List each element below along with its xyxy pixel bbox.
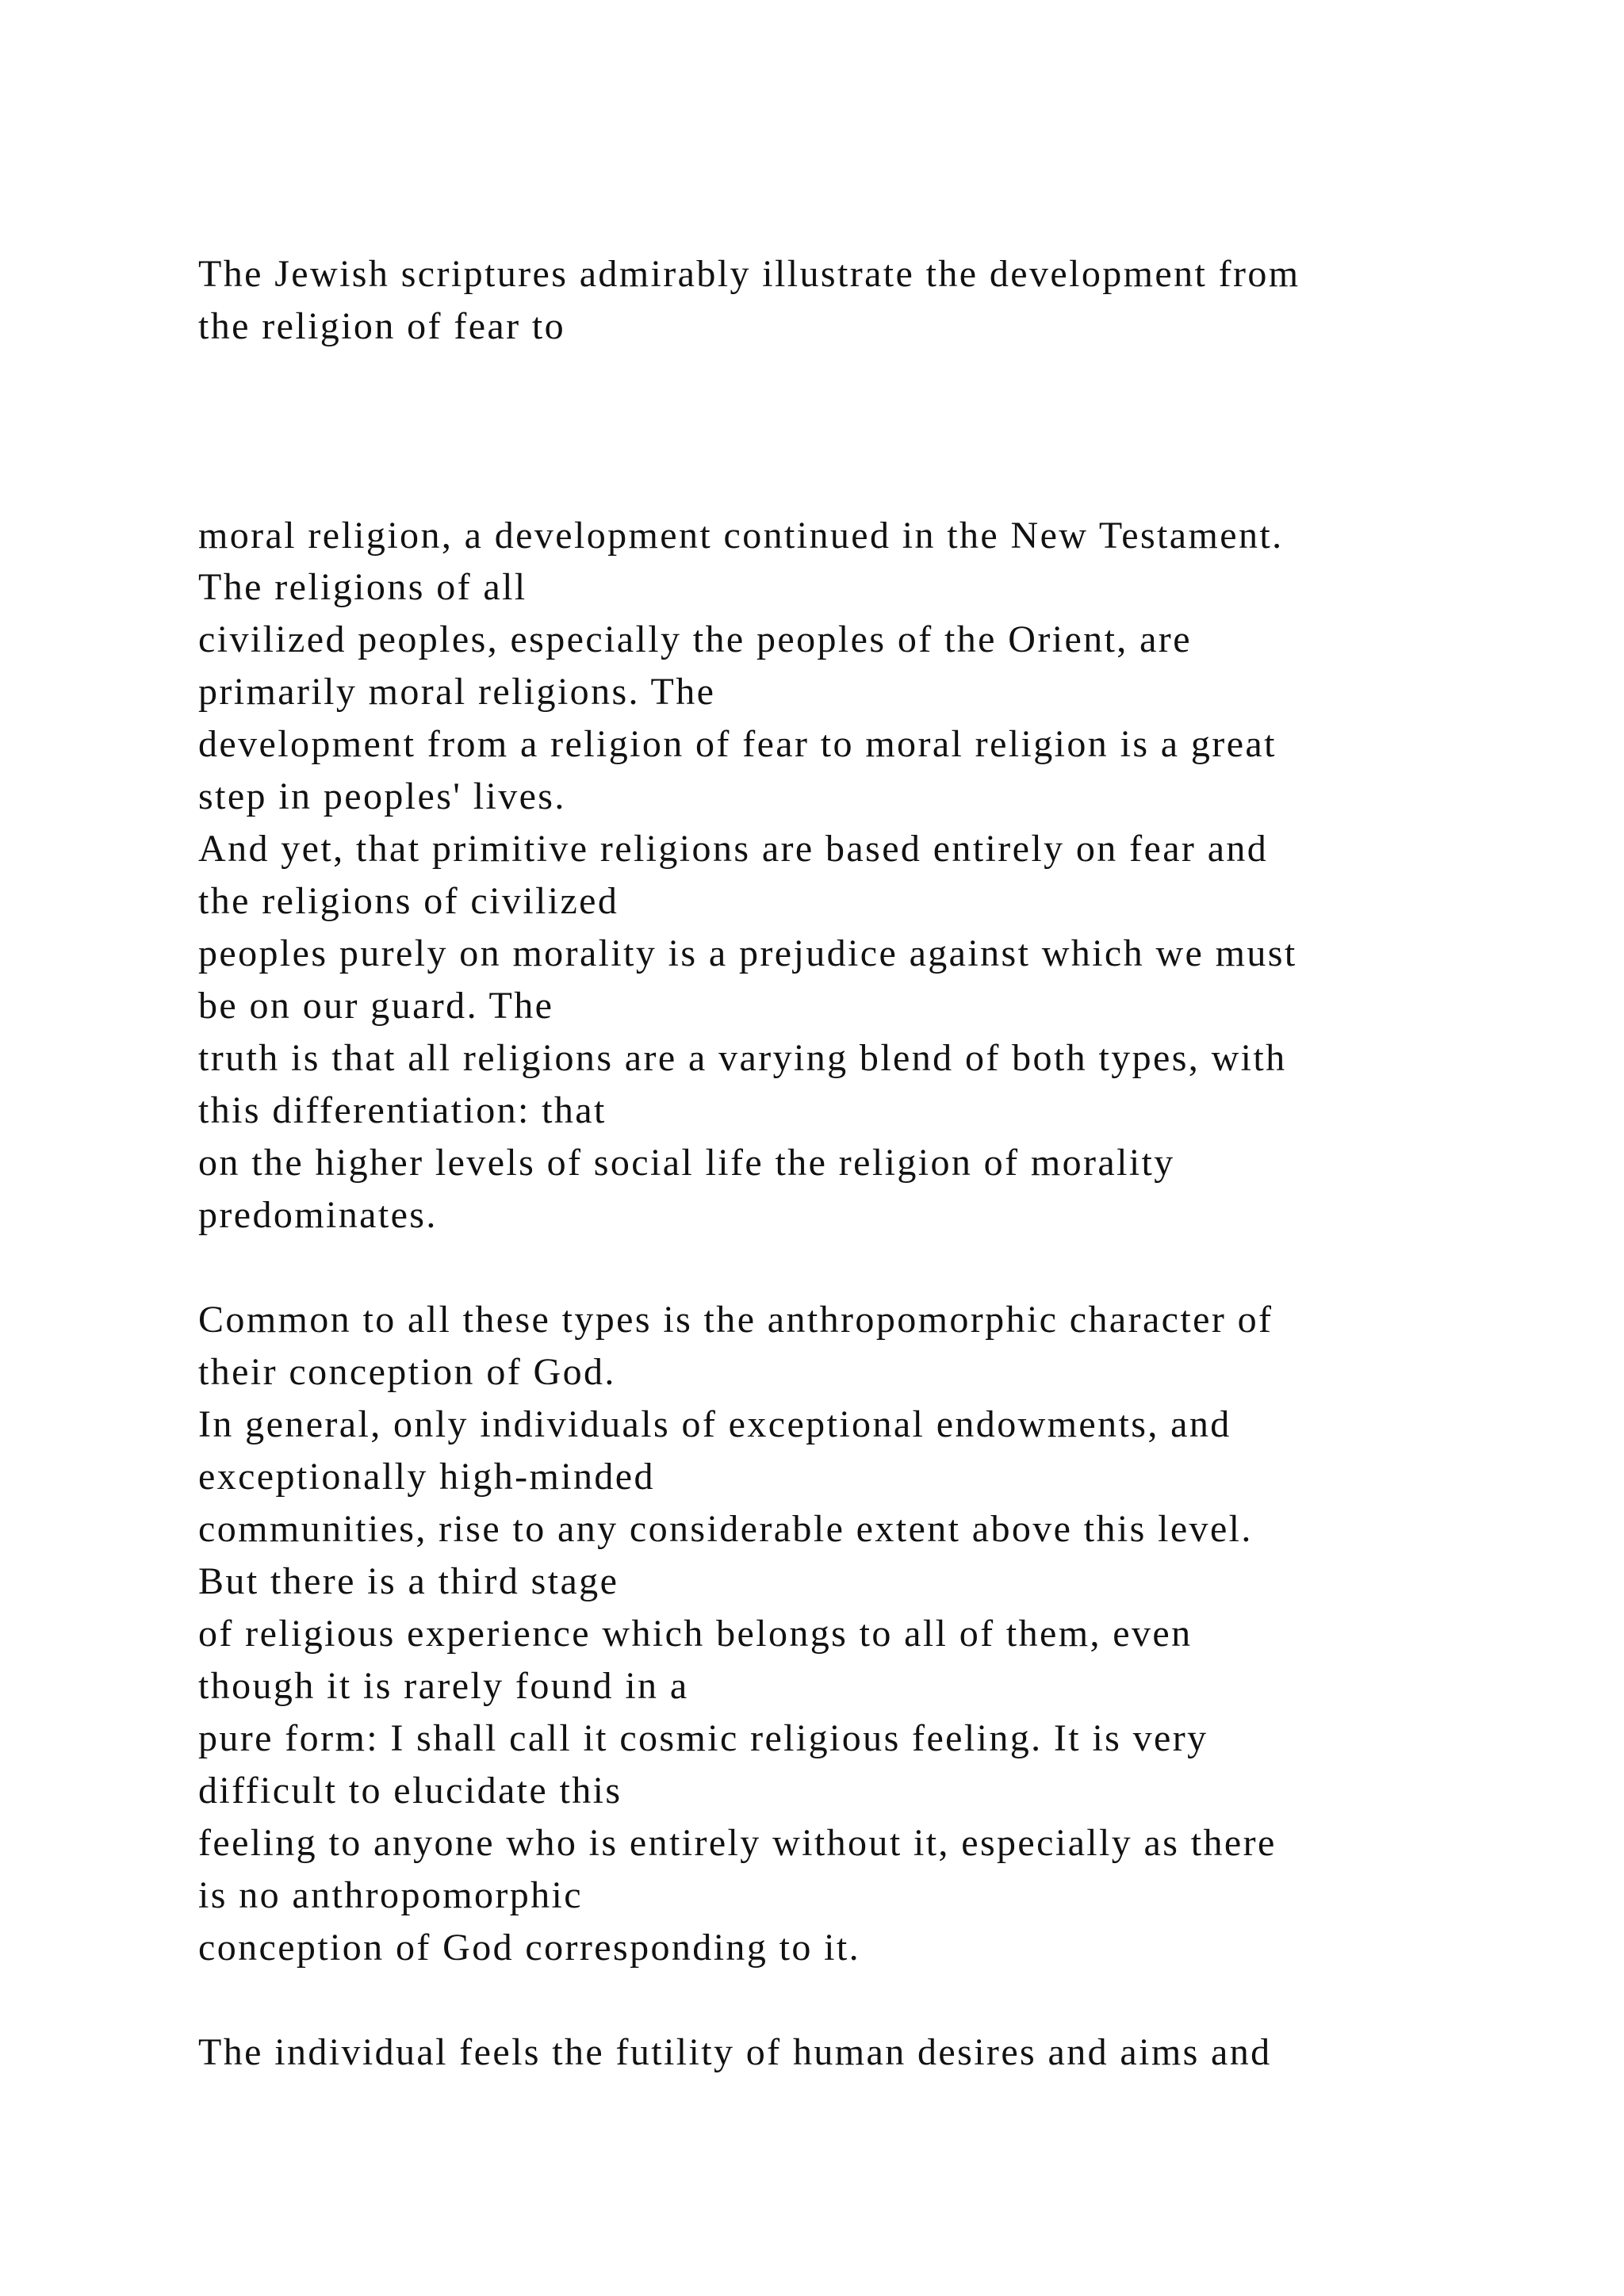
- text-line: predominates.: [198, 1194, 438, 1236]
- text-line: development from a religion of fear to moral religion is a great: [198, 723, 1277, 765]
- text-line: The religions of all: [198, 566, 527, 608]
- text-line: pure form: I shall call it cosmic religious feeling. It is very: [198, 1717, 1208, 1759]
- text-line: feeling to anyone who is entirely without it, especially as there: [198, 1822, 1277, 1864]
- text-line: on the higher levels of social life the religion of morality: [198, 1142, 1175, 1184]
- text-line: civilized peoples, especially the peoples of the Orient, are: [198, 618, 1192, 660]
- text-line: truth is that all religions are a varying blend of both types, with: [198, 1037, 1287, 1079]
- text-line: of religious experience which belongs to all of them, even: [198, 1613, 1193, 1655]
- text-line: though it is rarely found in a: [198, 1665, 689, 1707]
- text-line: primarily moral religions. The: [198, 671, 716, 713]
- text-line: the religions of civilized: [198, 880, 619, 922]
- text-line: the religion of fear to: [198, 305, 566, 347]
- text-line: exceptionally high-minded: [198, 1456, 655, 1498]
- text-line: this differentiation: that: [198, 1089, 607, 1131]
- text-line: But there is a third stage: [198, 1560, 619, 1602]
- text-line: step in peoples' lives.: [198, 775, 566, 817]
- text-line: their conception of God.: [198, 1351, 616, 1393]
- text-line: Common to all these types is the anthropomorphic character of: [198, 1299, 1274, 1341]
- text-line: is no anthropomorphic: [198, 1874, 584, 1916]
- text-line: And yet, that primitive religions are based entirely on fear and: [198, 828, 1269, 870]
- text-line: moral religion, a development continued in the New Testament.: [198, 515, 1284, 557]
- text-line: peoples purely on morality is a prejudice against which we must: [198, 932, 1297, 974]
- text-line: The Jewish scriptures admirably illustrate the development from: [198, 253, 1300, 295]
- text-line: difficult to elucidate this: [198, 1770, 622, 1812]
- text-line: be on our guard. The: [198, 985, 554, 1027]
- text-line: The individual feels the futility of human desires and aims and: [198, 2031, 1272, 2073]
- text-line: communities, rise to any considerable extent above this level.: [198, 1508, 1253, 1550]
- text-line: conception of God corresponding to it.: [198, 1927, 861, 1969]
- text-line: In general, only individuals of exceptional endowments, and: [198, 1403, 1231, 1445]
